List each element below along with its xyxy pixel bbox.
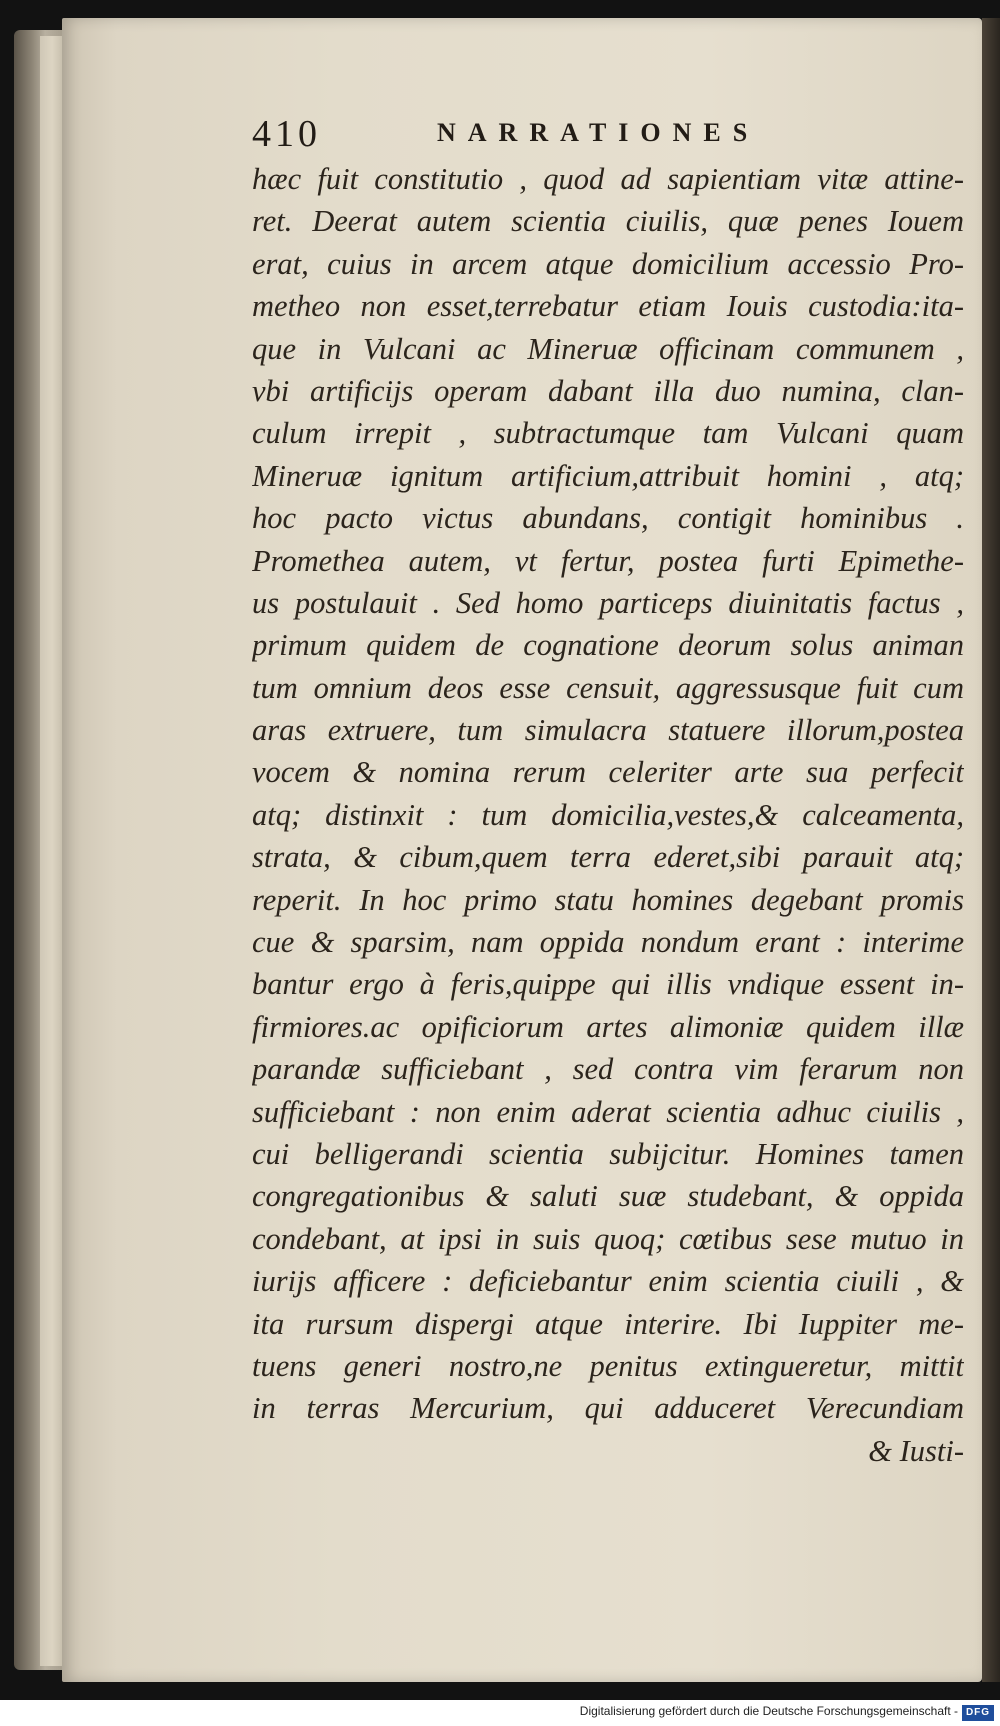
text-line: erat, cuius in arcem atque domicilium accessio Pro- <box>252 246 964 281</box>
text-line: ita rursum dispergi atque interire. Ibi Iuppiter me- <box>252 1306 964 1341</box>
running-head: NARRATIONES <box>437 118 760 147</box>
text-line: condebant, at ipsi in suis quoq; cœtibus sese mutuo in <box>252 1221 964 1256</box>
text-line: culum irrepit , subtractumque tam Vulcani quam <box>252 416 964 451</box>
text-line: hæc fuit constitutio , quod ad sapientiam vitæ attine- <box>252 162 964 196</box>
text-line: vbi artificijs operam dabant illa duo numina, clan- <box>252 373 964 408</box>
text-line: primum quidem de cognatione deorum solus animan <box>252 628 964 663</box>
text-line: parandæ sufficiebant , sed contra vim ferarum non <box>252 1052 964 1087</box>
text-line: sufficiebant : non enim aderat scientia adhuc ciuilis , <box>252 1094 964 1129</box>
text-line: que in Vulcani ac Mineruæ officinam communem , <box>252 331 964 366</box>
text-line: us postulauit . Sed homo particeps diuinitatis factus , <box>252 585 964 620</box>
text-line: Mineruæ ignitum artificium,attribuit homini , atq; <box>252 458 964 493</box>
text-line: iurijs afficere : deficiebantur enim scientia ciuili , & <box>252 1264 964 1299</box>
text-line: aras extruere, tum simulacra statuere illorum,postea <box>252 713 964 748</box>
page-number: 410 <box>252 113 321 155</box>
text-line: reperit. In hoc primo statu homines degebant promis <box>252 882 964 917</box>
text-line: in terras Mercurium, qui adduceret Verecundiam <box>252 1391 964 1426</box>
text-line: vocem & nomina rerum celeriter arte sua perfecit <box>252 755 964 790</box>
dfg-logo-icon: DFG <box>962 1705 994 1721</box>
text-line: ret. Deerat autem scientia ciuilis, quæ penes Iouem <box>252 204 964 239</box>
text-line: atq; distinxit : tum domicilia,vestes,& calceamenta, <box>252 797 964 832</box>
body-text <box>252 158 964 1472</box>
scan-border <box>982 18 1000 1682</box>
text-line: cue & sparsim, nam oppida nondum erant : interime <box>252 925 964 960</box>
text-line: strata, & cibum,quem terra ederet,sibi parauit atq; <box>252 840 964 875</box>
text-line: metheo non esset,terrebatur etiam Iouis custodia:ita- <box>252 289 964 324</box>
footer-bar <box>0 1700 1000 1726</box>
text-line: hoc pacto victus abundans, contigit hominibus . <box>252 501 964 536</box>
text-line: Promethea autem, vt fertur, postea furti Epimethe- <box>252 543 964 578</box>
text-line: tuens generi nostro,ne penitus extingueretur, mittit <box>252 1348 964 1383</box>
text-line: cui belligerandi scientia subijcitur. Homines tamen <box>252 1136 964 1171</box>
text-line: bantur ergo à feris,quippe qui illis vndique essent in- <box>252 967 964 1002</box>
text-line: & Iusti- <box>868 1433 964 1468</box>
text-line: tum omnium deos esse censuit, aggressusque fuit cum <box>252 670 964 705</box>
page-edges <box>40 36 64 1666</box>
text-line: firmiores.ac opificiorum artes alimoniæ quidem illæ <box>252 1009 964 1044</box>
page-header <box>252 112 832 155</box>
text-line: congregationibus & saluti suæ studebant, & oppida <box>252 1179 964 1214</box>
footer-credit: Digitalisierung gefördert durch die Deutsche Forschungsgemeinschaft - <box>579 1704 958 1718</box>
